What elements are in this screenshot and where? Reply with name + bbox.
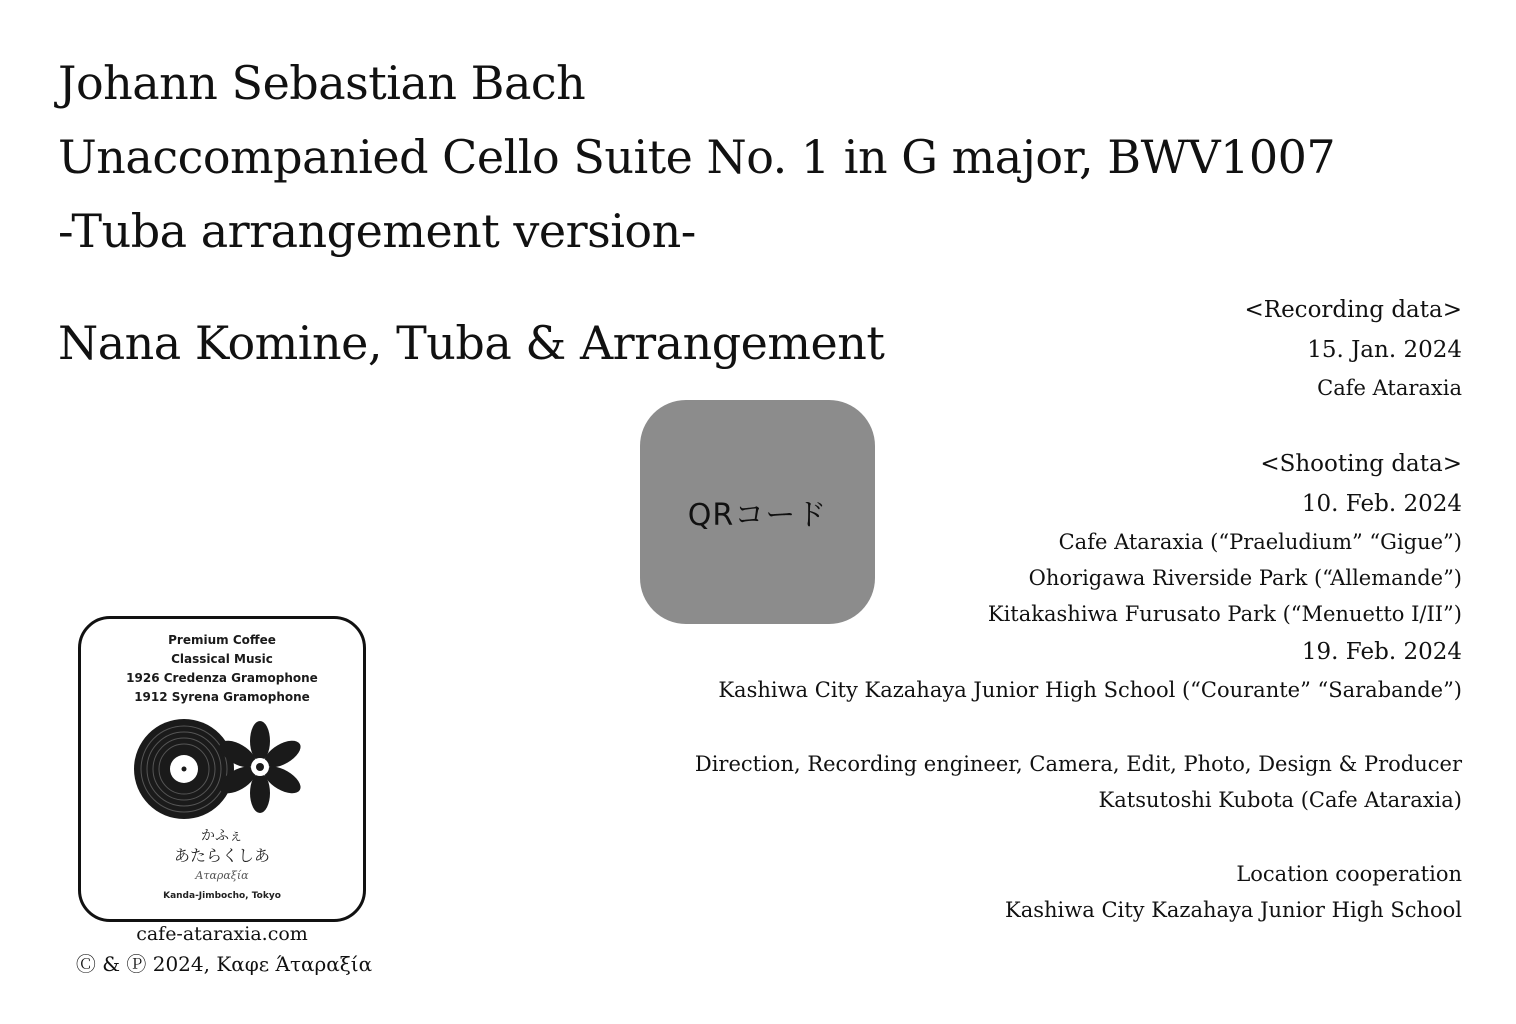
record-and-flower-icon <box>132 717 312 821</box>
logo-tagline: Classical Music <box>171 652 273 666</box>
shooting-location: Cafe Ataraxia (“Praeludium” “Gigue”) <box>1058 530 1462 554</box>
staff-roles: Direction, Recording engineer, Camera, Edit, Photo, Design & Producer <box>694 752 1462 776</box>
shooting-location: Kashiwa City Kazahaya Junior High School (“Courante” “Sarabande”) <box>718 678 1462 702</box>
performer-credit: Nana Komine, Tuba & Arrangement <box>58 316 885 370</box>
logo-taglines <box>81 631 363 707</box>
logo-tagline: Premium Coffee <box>168 633 276 647</box>
title-block <box>58 46 1358 268</box>
logo-location: Kanda-Jimbocho, Tokyo <box>163 891 281 901</box>
shooting-date-2: 19. Feb. 2024 <box>1301 639 1462 665</box>
work-title: Unaccompanied Cello Suite No. 1 in G major, BWV1007 <box>58 130 1336 184</box>
composer-name: Johann Sebastian Bach <box>58 56 586 110</box>
copyright-notice: Ⓒ & Ⓟ 2024, Καφε Άταραξία <box>75 952 373 976</box>
logo-japanese-line-1: かふぇ <box>201 828 243 844</box>
logo-tagline: 1926 Credenza Gramophone <box>126 671 318 685</box>
logo-japanese-line-2: あたらくしあ <box>173 846 270 865</box>
recording-data-heading: <Recording data> <box>1244 297 1462 323</box>
location-cooperation-heading: Location cooperation <box>1236 862 1462 886</box>
version-subtitle: -Tuba arrangement version- <box>58 204 696 258</box>
shooting-data-heading: <Shooting data> <box>1260 451 1462 477</box>
credits-block <box>622 290 1462 928</box>
shooting-location: Kitakashiwa Furusato Park (“Menuetto I/II”) <box>987 602 1462 626</box>
logo-greek-name: Αταραξία <box>195 869 249 882</box>
recording-date: 15. Jan. 2024 <box>1307 337 1462 363</box>
shooting-location: Ohorigawa Riverside Park (“Allemande”) <box>1028 566 1462 590</box>
recording-venue: Cafe Ataraxia <box>1317 376 1462 400</box>
logo-tagline: 1912 Syrena Gramophone <box>134 690 310 704</box>
shooting-date-1: 10. Feb. 2024 <box>1301 491 1462 517</box>
staff-name: Katsutoshi Kubota (Cafe Ataraxia) <box>1098 788 1462 812</box>
qr-code-label: QRコード <box>687 498 828 533</box>
location-cooperation-name: Kashiwa City Kazahaya Junior High School <box>1005 898 1462 922</box>
website-link[interactable]: cafe-ataraxia.com <box>136 923 308 945</box>
cafe-logo-card <box>78 616 366 922</box>
